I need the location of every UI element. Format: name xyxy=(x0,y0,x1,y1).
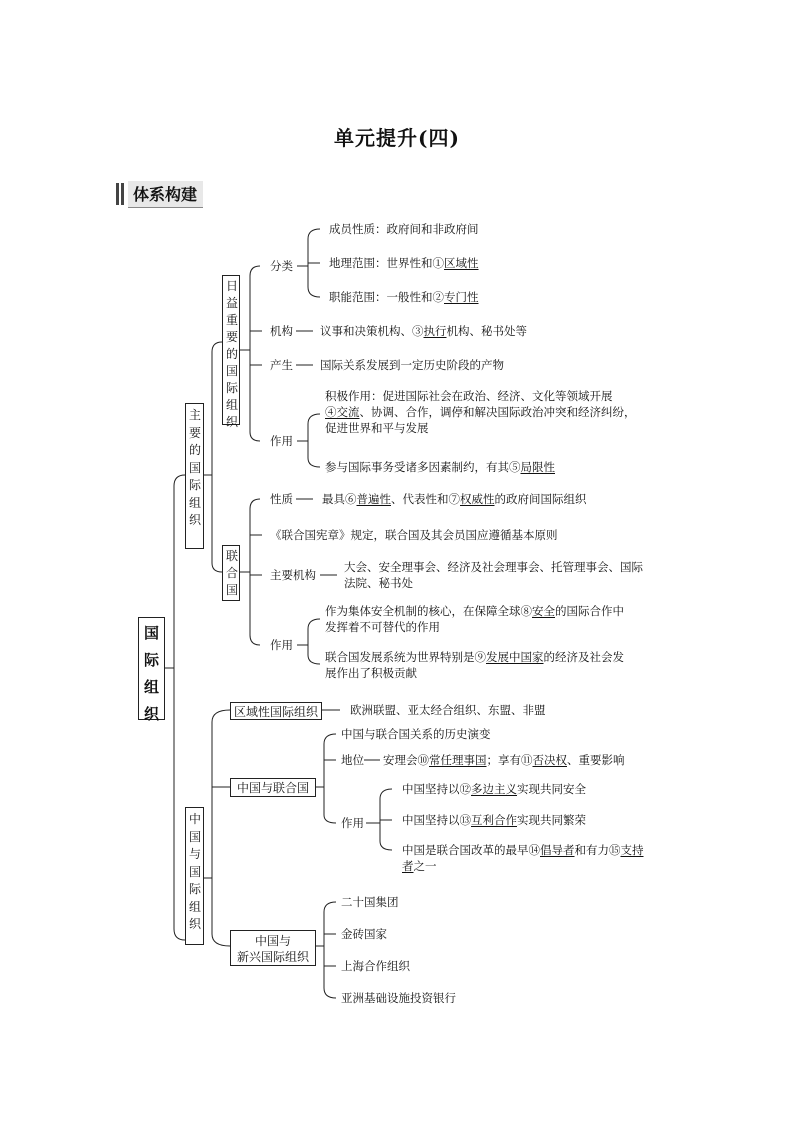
diwei-post: 、重要影响 xyxy=(567,753,625,767)
china-un-zuoyong-1 xyxy=(402,781,586,797)
china-un-zuoyong-label: 作用 xyxy=(341,816,364,830)
rising-zuoyong-line: 积极作用：促进国际社会在政治、经济、文化等领域开展 xyxy=(325,389,613,403)
rising-zuoyong-2-text: 参与国际事务受诸多因素制约，有其⑤ xyxy=(325,460,521,474)
fenlei-item xyxy=(329,221,479,237)
fenlei-item-text: 职能范围：一般性和② xyxy=(329,290,444,304)
un-xingzhi-label: 性质 xyxy=(270,492,293,506)
china-un-label: 中国与联合国 xyxy=(236,781,309,795)
answer-blank: 支持者 xyxy=(402,843,644,873)
root-label: 国际组织 xyxy=(143,624,159,723)
un-xingzhi-post: 的政府间国际组织 xyxy=(494,492,587,506)
un-zuoyong-2-pre: 联合国发展系统为世界特别是⑨ xyxy=(325,650,486,664)
rising-zuoyong-line: 、协调、合作，调停和解决国际政治冲突和经济纠纷， xyxy=(359,405,636,419)
list-item: 金砖国家 xyxy=(341,927,387,941)
z3-mid: 和有力⑮ xyxy=(574,843,621,857)
rising-zuoyong-2 xyxy=(325,459,555,475)
answer-blank: 专门性 xyxy=(444,290,479,304)
fenlei-item-text: 地理范围：世界性和① xyxy=(329,256,444,270)
un-label: 联合国 xyxy=(226,549,239,597)
un-xingzhi-pre: 最具⑥ xyxy=(322,492,357,506)
china-un-zuoyong-3 xyxy=(402,842,654,874)
list-item: 上海合作组织 xyxy=(341,959,410,973)
china-new-orgs-label: 中国与 xyxy=(254,934,291,948)
answer-blank: 多边主义 xyxy=(471,782,517,796)
answer-blank: 否决权 xyxy=(532,753,567,767)
regional-orgs-label: 区域性国际组织 xyxy=(233,705,318,719)
answer-blank: 执行 xyxy=(423,324,447,338)
list-item: 二十国集团 xyxy=(341,895,399,909)
rising-orgs-node xyxy=(222,275,240,429)
z2-post: 实现共同繁荣 xyxy=(517,813,586,827)
answer-blank: 发展中国家 xyxy=(486,650,544,664)
un-zuoyong-2 xyxy=(325,649,635,681)
diwei-mid: ；享有⑪ xyxy=(486,753,533,767)
z3-post: 之一 xyxy=(413,859,437,873)
diwei-pre: 安理会⑩ xyxy=(383,753,429,767)
rising-zuoyong-line: 促进世界和平与发展 xyxy=(325,421,429,435)
un-organs-label: 主要机构 xyxy=(270,568,316,582)
answer-blank: 互利合作 xyxy=(471,813,517,827)
china-new-orgs-label: 新兴国际组织 xyxy=(236,950,309,964)
un-xingzhi-mid: 、代表性和⑦ xyxy=(391,492,460,506)
un-xingzhi-text xyxy=(322,491,587,507)
regional-orgs-node xyxy=(230,702,322,720)
china-new-orgs-node xyxy=(230,930,316,966)
chansheng-label: 产生 xyxy=(270,358,293,372)
un-zuoyong-1 xyxy=(325,603,635,635)
rising-zuoyong-1 xyxy=(325,388,636,436)
rising-zuoyong-label: 作用 xyxy=(270,434,293,448)
china-un-zuoyong-2 xyxy=(402,812,586,828)
answer-blank: 安全 xyxy=(532,604,555,618)
chansheng-text: 国际关系发展到一定历史阶段的产物 xyxy=(320,358,504,372)
branch-china-node xyxy=(185,807,204,945)
un-zuoyong-1-post: 的国际合作中发挥着不可替代的作用 xyxy=(325,604,624,634)
china-un-history: 中国与联合国关系的历史演变 xyxy=(341,727,491,741)
answer-blank: 倡导者 xyxy=(540,843,575,857)
regional-orgs-text: 欧洲联盟、亚太经合组织、东盟、非盟 xyxy=(350,703,546,717)
z1-pre: 中国坚持以⑫ xyxy=(402,782,471,796)
root-node xyxy=(138,617,165,723)
china-un-node xyxy=(230,778,316,797)
jigou-post: 机构、秘书处等 xyxy=(446,324,527,338)
answer-blank: 权威性 xyxy=(460,492,495,506)
jigou-text xyxy=(320,323,527,339)
un-zuoyong-1-pre: 作为集体安全机制的核心，在保障全球⑧ xyxy=(325,604,532,618)
un-zuoyong-2-post: 的经济及社会发展作出了积极贡献 xyxy=(325,650,624,680)
branch-main-label: 主要的国际组织 xyxy=(189,408,202,527)
page-title: 单元提升(四) xyxy=(334,126,460,150)
fenlei-item-text: 成员性质：政府间和非政府间 xyxy=(329,222,479,236)
fenlei-item xyxy=(329,289,479,305)
un-charter-text: 《联合国宪章》规定，联合国及其会员国应遵循基本原则 xyxy=(270,528,558,542)
z2-pre: 中国坚持以⑬ xyxy=(402,813,471,827)
answer-blank: 局限性 xyxy=(520,460,555,474)
jigou-label: 机构 xyxy=(270,324,293,338)
answer-blank: 普遍性 xyxy=(356,492,391,506)
un-zuoyong-label: 作用 xyxy=(270,638,293,652)
z1-post: 实现共同安全 xyxy=(517,782,586,796)
un-node xyxy=(222,545,240,601)
branch-china-label: 中国与国际组织 xyxy=(189,812,202,931)
un-organs-text: 大会、安全理事会、经济及社会理事会、托管理事会、国际法院、秘书处 xyxy=(344,560,643,590)
rising-orgs-label: 日益重要的国际组织 xyxy=(226,279,239,429)
china-un-diwei-text xyxy=(383,752,625,768)
answer-blank: ④交流 xyxy=(325,405,360,419)
fenlei-item xyxy=(329,255,479,271)
china-un-diwei-label: 地位 xyxy=(341,753,364,767)
jigou-pre: 议事和决策机构、③ xyxy=(320,324,424,338)
z3-pre: 中国是联合国改革的最早⑭ xyxy=(402,843,540,857)
fenlei-label: 分类 xyxy=(270,259,293,273)
list-item: 亚洲基础设施投资银行 xyxy=(341,991,456,1005)
answer-blank: 区域性 xyxy=(444,256,479,270)
answer-blank: 常任理事国 xyxy=(429,753,487,767)
section-title: 体系构建 xyxy=(128,181,203,208)
branch-main-node xyxy=(185,403,204,549)
